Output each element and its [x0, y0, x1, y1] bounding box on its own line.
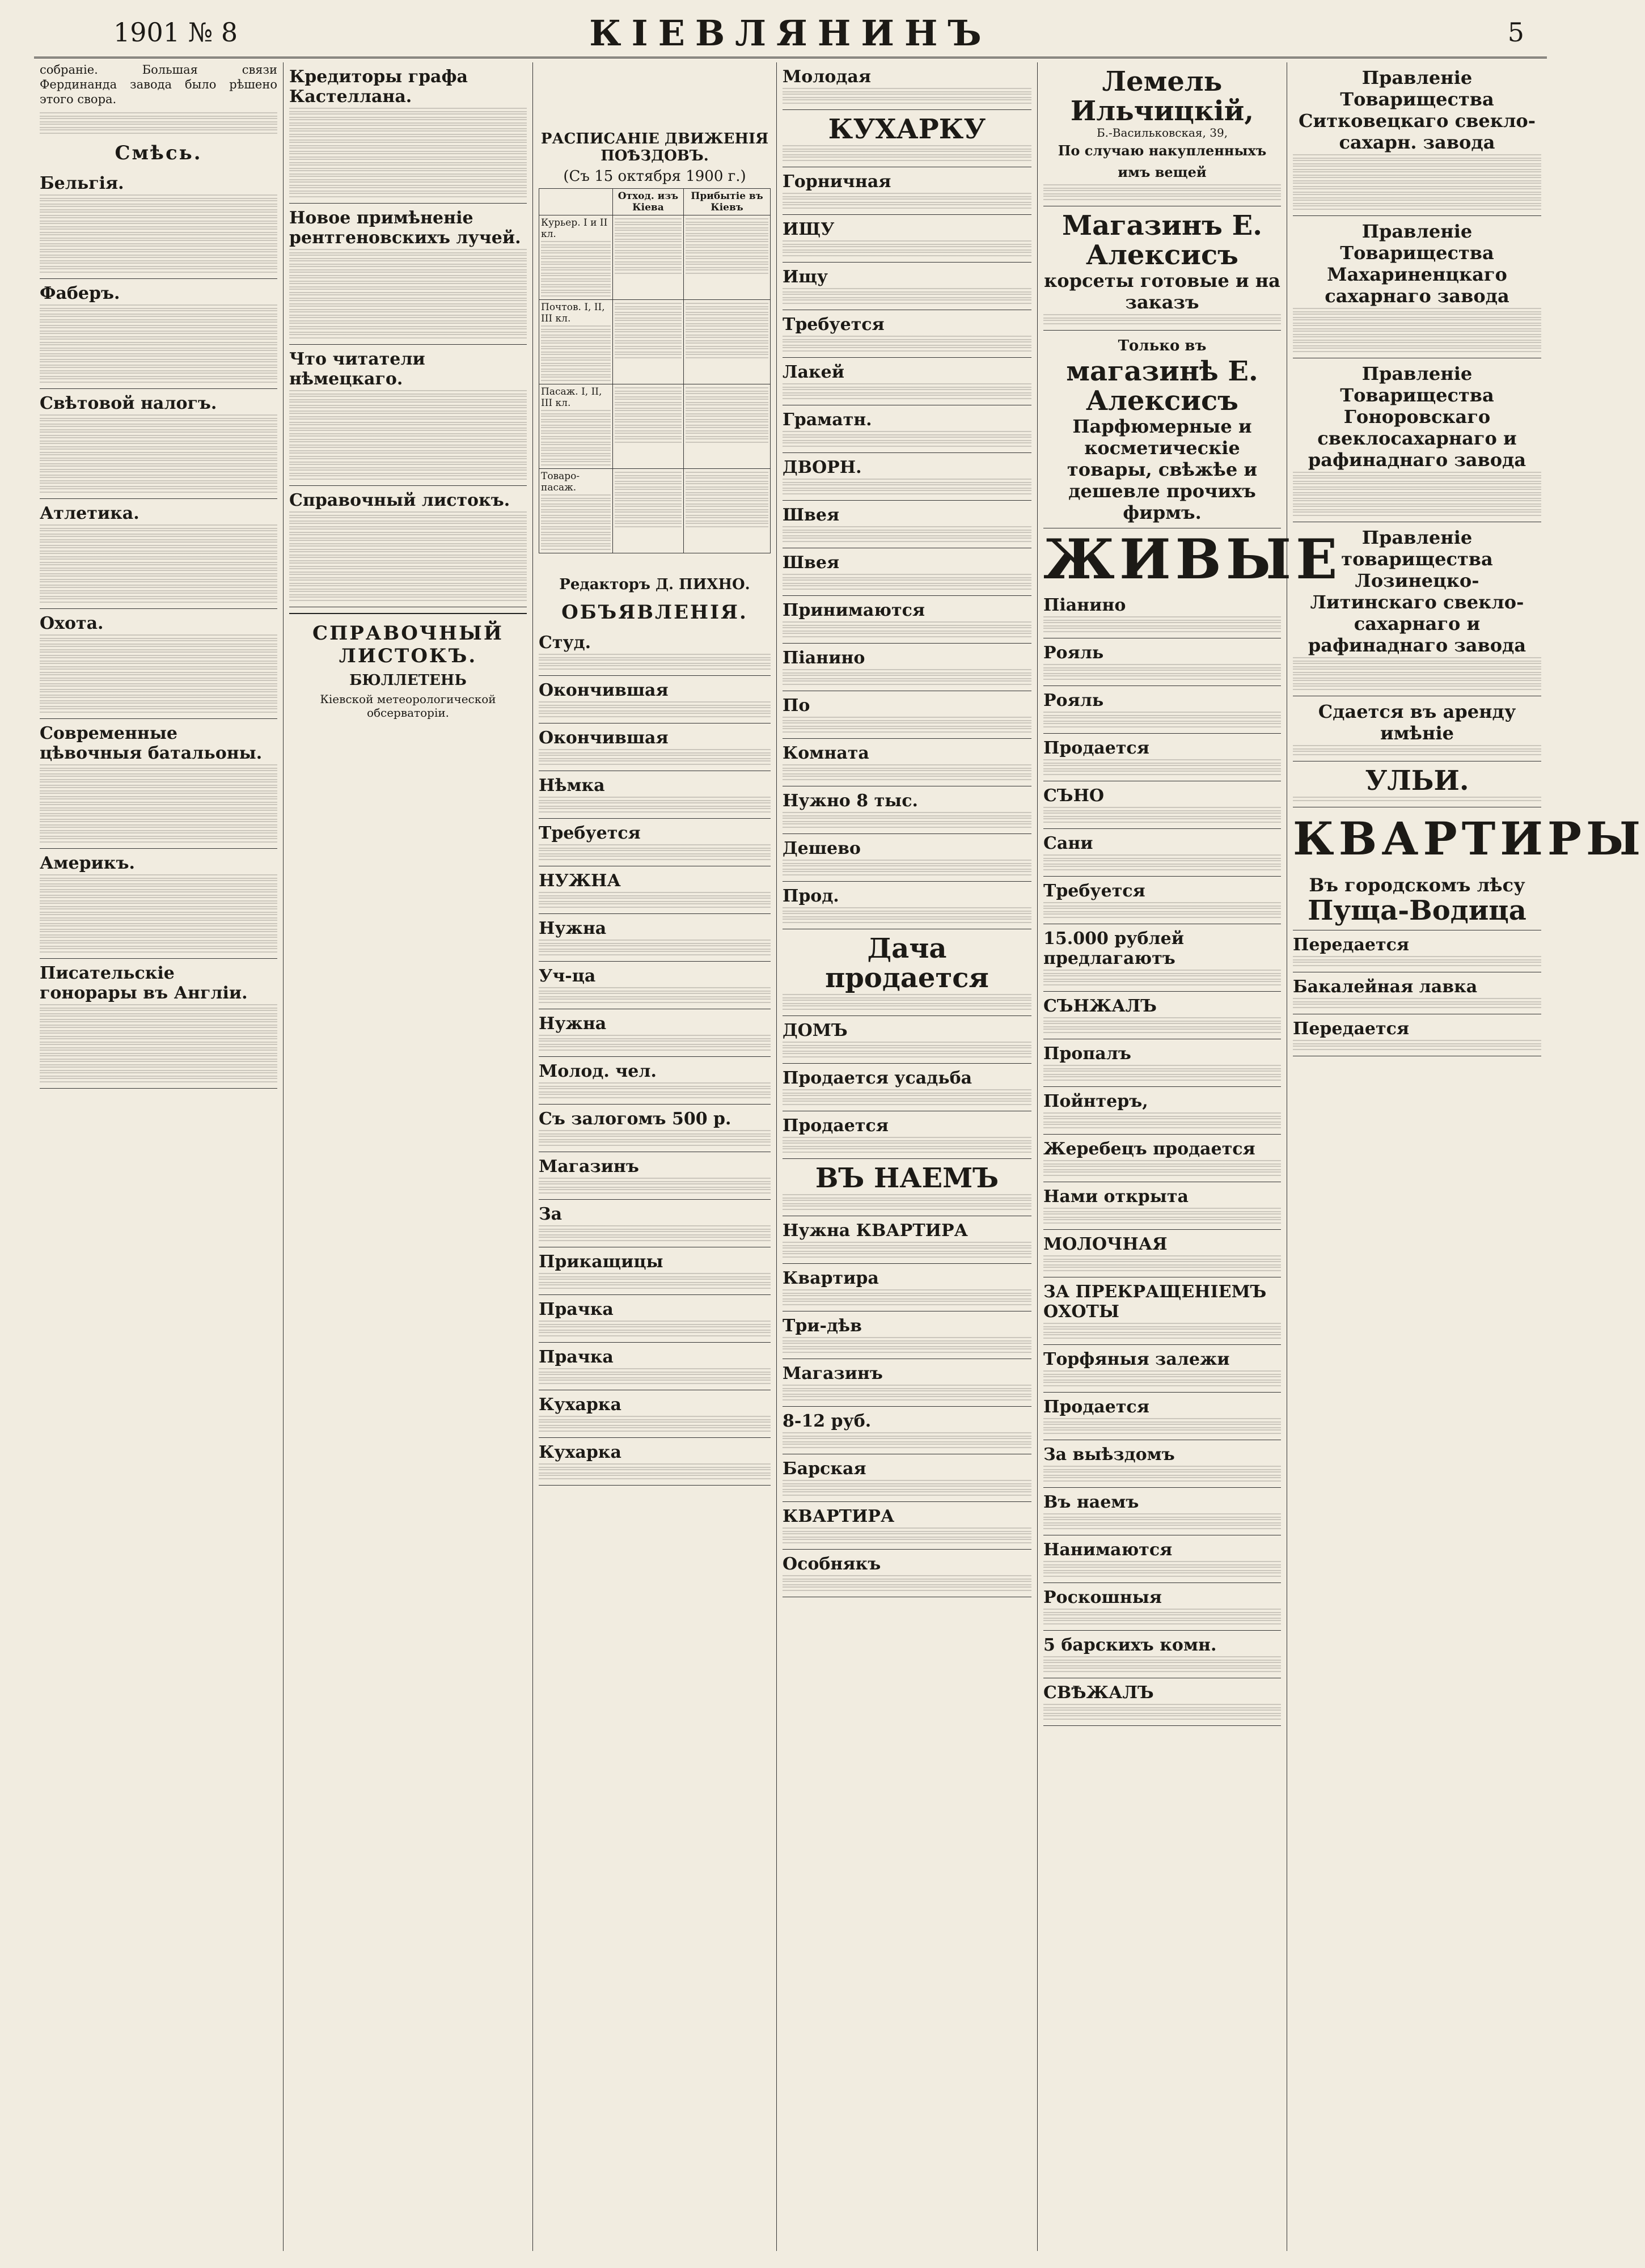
col3-ad-12: [539, 1200, 771, 1247]
col1-item-6: [40, 849, 277, 959]
col5-ad-18: [1043, 1488, 1281, 1535]
notice-lozinets: Правленіе товарищества Лозинецко-Литинскаго свекло-сахарнаго и рафинаднаго завода: [1308, 527, 1526, 656]
col4-ad-19-heading: ДОМЪ: [783, 1021, 848, 1040]
bulletin-title: СПРАВОЧНЫЙ ЛИСТОКЪ.: [312, 622, 504, 667]
timetable-row: [539, 300, 771, 384]
ad-live-flowers: ЖИВЫЕ: [1043, 527, 1342, 591]
col4-ad-22-heading: ВЪ НАЕМЪ: [815, 1162, 999, 1194]
col4-ad-16-heading: Дешево: [783, 839, 861, 858]
timetable-header-0: [539, 189, 613, 215]
col4-ad-9: [783, 501, 1031, 548]
col4-ad-28: [783, 1454, 1031, 1502]
column-3: [533, 62, 777, 2251]
col1-item-5-heading: Современные цѣвочныя батальоны.: [40, 723, 263, 763]
col2-item-0: [289, 62, 527, 204]
col3-ad-17: [539, 1438, 771, 1486]
col5-ad-16: [1043, 1393, 1281, 1440]
timetable-cell: Почтов. I, II, III кл.: [539, 300, 613, 384]
timetable-title: РАСПИСАНІЕ ДВИЖЕНІЯ ПОѢЗДОВЪ.: [540, 130, 769, 164]
col5-ad-18-heading: Въ наемъ: [1043, 1492, 1139, 1512]
col5-ad-13: [1043, 1230, 1281, 1277]
notice-gonorovka: Правленіе Товарищества Гоноровскаго свеклосахарнаго и рафинаднаго завода: [1308, 363, 1526, 471]
col3-ad-11: [539, 1152, 771, 1200]
col5-ad-17: [1043, 1440, 1281, 1488]
col5-ad-21: [1043, 1631, 1281, 1678]
col4-ad-18-heading: Дача продается: [825, 933, 989, 994]
column-4: [777, 62, 1038, 2251]
col6-ad-2-heading: Передается: [1293, 1019, 1410, 1039]
col1-item-5: [40, 719, 277, 849]
col4-ad-24: [783, 1264, 1031, 1311]
col4-ad-7-heading: Граматн.: [783, 410, 872, 430]
col6-ad-1-heading: Бакалейная лавка: [1293, 977, 1478, 997]
col4-ad-14-heading: Комната: [783, 743, 869, 763]
col4-ad-2: [783, 167, 1031, 215]
col3-ad-5: [539, 866, 771, 914]
col5-ad-1: [1043, 638, 1281, 686]
col5-ad-9-heading: Пропалъ: [1043, 1044, 1131, 1064]
col3-ad-13: [539, 1247, 771, 1295]
col4-ad-10-heading: Швея: [783, 553, 840, 573]
col3-ad-5-heading: НУЖНА: [539, 871, 621, 891]
col4-ad-24-heading: Квартира: [783, 1268, 879, 1288]
col3-ad-9-heading: Молод. чел.: [539, 1061, 657, 1081]
column-2: [284, 62, 533, 2251]
col1-item-6-heading: Америкъ.: [40, 853, 135, 873]
col1-item-4: [40, 609, 277, 719]
col3-ad-4: [539, 819, 771, 866]
timetable-cell: Курьер. I и II кл.: [539, 215, 613, 300]
col6-ad-0: [1293, 930, 1541, 972]
col2-item-2-heading: Что читатели нѣмецкаго.: [289, 349, 425, 389]
col4-ad-25: [783, 1311, 1031, 1359]
col4-ad-30-heading: Особнякъ: [783, 1554, 881, 1574]
timetable-cell: [684, 469, 771, 553]
col5-ad-0-heading: Пiанино: [1043, 595, 1126, 615]
timetable-header-2: Прибытіе въ Кіевъ: [684, 189, 771, 215]
col3-ad-3-heading: Нѣмка: [539, 776, 605, 796]
col4-ad-7: [783, 405, 1031, 453]
col4-ad-25-heading: Три-дѣв: [783, 1316, 862, 1336]
col4-ad-0-heading: Молодая: [783, 67, 871, 87]
col4-ad-26-heading: Магазинъ: [783, 1364, 883, 1383]
col4-ad-12: [783, 644, 1031, 691]
col4-ad-15-heading: Нужно 8 тыс.: [783, 791, 918, 811]
col4-ad-8: [783, 453, 1031, 501]
ad-pushcha-voditsa: Пуща-Водица: [1308, 895, 1526, 926]
col5-ad-5: [1043, 829, 1281, 877]
col4-ad-4-heading: Ищу: [783, 267, 828, 287]
col1-item-4-heading: Охота.: [40, 613, 104, 633]
timetable-cell: [612, 469, 683, 553]
ad-ilchitsky-address: Б.-Васильковская, 39,: [1096, 126, 1228, 139]
ad-ilchitsky-name: Лемель Ильчицкiй,: [1070, 66, 1254, 127]
col4-ad-12-heading: Пiанино: [783, 648, 865, 668]
col4-ad-23: [783, 1216, 1031, 1264]
col5-ad-4: [1043, 781, 1281, 829]
col5-ad-21-heading: 5 барскихъ комн.: [1043, 1635, 1217, 1655]
col4-ad-22: [783, 1159, 1031, 1216]
col4-ad-26: [783, 1359, 1031, 1407]
col5-ad-6: [1043, 877, 1281, 924]
col4-ad-3-heading: ИЩУ: [783, 219, 835, 239]
issue-date: 1901 № 8: [113, 17, 238, 48]
col3-ad-15: [539, 1343, 771, 1390]
col6-ad-2: [1293, 1014, 1541, 1056]
ads-heading: ОБЪЯВЛЕНІЯ.: [561, 601, 748, 624]
ad-forest-lead: Въ городскомъ лѣсу: [1309, 874, 1525, 896]
col5-ad-8: [1043, 992, 1281, 1039]
timetable-cell: Товаро-пасаж.: [539, 469, 613, 553]
col5-ad-10: [1043, 1087, 1281, 1135]
bulletin-source: Кіевской метеорологической обсерваторіи.: [320, 692, 496, 720]
col3-ad-4-heading: Требуется: [539, 823, 641, 843]
col3-ad-2-heading: Окончившая: [539, 728, 669, 748]
col5-ad-19: [1043, 1535, 1281, 1583]
col3-ad-13-heading: Прикащицы: [539, 1252, 663, 1272]
masthead: [34, 11, 1547, 58]
col4-ad-17-heading: Прод.: [783, 886, 839, 906]
col4-ad-16: [783, 834, 1031, 882]
column-6: [1287, 62, 1645, 2251]
ad-alexis-1-name: Магазинъ Е. Алексисъ: [1062, 210, 1262, 271]
col3-ad-14: [539, 1295, 771, 1343]
col3-ad-15-heading: Прачка: [539, 1347, 614, 1367]
col1-item-1: [40, 279, 277, 389]
col5-ad-14: [1043, 1277, 1281, 1345]
col5-ad-1-heading: Рояль: [1043, 643, 1104, 663]
col3-ad-16-heading: Кухарка: [539, 1395, 621, 1415]
col1-item-2: [40, 389, 277, 499]
col3-ad-12-heading: За: [539, 1204, 563, 1224]
ad-alexis-2-name: магазинѣ Е. Алексисъ: [1066, 356, 1258, 417]
col1-item-1-heading: Фаберъ.: [40, 284, 120, 303]
col6-ad-0-heading: Передается: [1293, 935, 1410, 955]
timetable-header-1: Отход. изъ Кіева: [612, 189, 683, 215]
col4-ad-5: [783, 310, 1031, 358]
ad-alexis-1: [1043, 206, 1281, 331]
col4-ad-6-heading: Лакей: [783, 362, 844, 382]
editor-line: Редакторъ Д. ПИХНО.: [559, 576, 750, 593]
col5-ad-11: [1043, 1135, 1281, 1182]
col4-ad-28-heading: Барская: [783, 1459, 866, 1479]
col5-ad-9: [1043, 1039, 1281, 1087]
col5-ad-22: [1043, 1678, 1281, 1726]
col5-ad-15: [1043, 1345, 1281, 1393]
col5-ad-14-heading: ЗА ПРЕКРАЩЕНІЕМЪ ОХОТЫ: [1043, 1282, 1267, 1322]
ad-estate-lease: Сдается въ аренду имѣніе: [1318, 701, 1516, 744]
col4-ad-17: [783, 882, 1031, 929]
col4-ad-5-heading: Требуется: [783, 315, 885, 335]
col1-item-2-heading: Свѣтовой налогъ.: [40, 393, 217, 413]
col4-ad-2-heading: Горничная: [783, 172, 891, 192]
col1-item-7-heading: Писательскіе гонорары въ Англіи.: [40, 963, 248, 1003]
col6-ad-1: [1293, 972, 1541, 1014]
col5-ad-19-heading: Нанимаются: [1043, 1540, 1173, 1560]
col3-ad-1: [539, 676, 771, 723]
col4-ad-20: [783, 1064, 1031, 1111]
timetable-cell: [612, 300, 683, 384]
col4-ad-15: [783, 786, 1031, 834]
ad-apartments: КВАРТИРЫ: [1293, 812, 1645, 865]
timetable-cell: [684, 300, 771, 384]
col4-ad-11-heading: Принимаются: [783, 600, 925, 620]
intro-text: собраніе. Большая связи Фердинанда завода было рѣшено этого свора.: [40, 63, 277, 106]
col4-ad-27-heading: 8-12 руб.: [783, 1411, 872, 1431]
col4-ad-13-heading: По: [783, 696, 810, 716]
col5-ad-5-heading: Сани: [1043, 833, 1093, 853]
col5-ad-3-heading: Продается: [1043, 738, 1149, 758]
col2-item-1: [289, 204, 527, 345]
ad-beehives: УЛЬИ.: [1365, 765, 1469, 797]
col5-ad-0: [1043, 591, 1281, 638]
col3-ad-10-heading: Съ залогомъ 500 р.: [539, 1109, 731, 1129]
col4-ad-9-heading: Швея: [783, 505, 840, 525]
timetable-cell: [684, 384, 771, 469]
col3-ad-17-heading: Кухарка: [539, 1442, 621, 1462]
col3-ad-2: [539, 723, 771, 771]
col4-ad-23-heading: Нужна КВАРТИРА: [783, 1221, 968, 1241]
col3-ad-0: [539, 628, 771, 676]
col5-ad-2-heading: Рояль: [1043, 691, 1104, 710]
col4-ad-19: [783, 1016, 1031, 1064]
col4-ad-13: [783, 691, 1031, 739]
col4-ad-10: [783, 548, 1031, 596]
col4-ad-3: [783, 215, 1031, 263]
col3-ad-10: [539, 1105, 771, 1152]
col3-ad-7-heading: Уч-ца: [539, 966, 596, 986]
col3-ad-8-heading: Нужна: [539, 1014, 607, 1034]
col5-ad-22-heading: СВѢЖАЛЪ: [1043, 1683, 1154, 1703]
col4-ad-30: [783, 1550, 1031, 1597]
train-timetable: [539, 188, 771, 553]
col5-ad-10-heading: Пойнтеръ,: [1043, 1091, 1148, 1111]
col4-ad-18: [783, 929, 1031, 1016]
ad-ilchitsky: [1043, 62, 1281, 206]
column-5: [1038, 62, 1342, 2251]
col4-ad-0: [783, 62, 1031, 110]
col5-ad-15-heading: Торфяныя залежи: [1043, 1349, 1230, 1369]
col2-item-1-heading: Новое примѣненіе рентгеновскихъ лучей.: [289, 208, 521, 248]
timetable-row: [539, 215, 771, 300]
col5-ad-4-heading: СЪНО: [1043, 786, 1105, 806]
newspaper-title: КІЕВЛЯНИНЪ: [589, 12, 992, 54]
col5-ad-16-heading: Продается: [1043, 1397, 1149, 1417]
col5-ad-6-heading: Требуется: [1043, 881, 1145, 901]
col3-ad-6: [539, 914, 771, 962]
col4-ad-1: [783, 110, 1031, 167]
col5-ad-20-heading: Роскошныя: [1043, 1588, 1162, 1607]
col4-ad-14: [783, 739, 1031, 786]
col3-ad-9: [539, 1057, 771, 1105]
col2-item-0-heading: Кредиторы графа Кастеллана.: [289, 67, 468, 107]
col4-ad-4: [783, 263, 1031, 310]
col5-ad-12: [1043, 1182, 1281, 1230]
col3-ad-11-heading: Магазинъ: [539, 1157, 639, 1177]
timetable-cell: Пасаж. I, II, III кл.: [539, 384, 613, 469]
col1-item-3-heading: Атлетика.: [40, 503, 139, 523]
col2-item-2: [289, 345, 527, 486]
col3-ad-6-heading: Нужна: [539, 919, 607, 938]
ad-alexis-2-text: Парфюмерные и косметическіе товары, свѣжѣе и дешевле прочихъ фирмъ.: [1067, 416, 1258, 523]
col5-ad-11-heading: Жеребецъ продается: [1043, 1139, 1255, 1159]
ad-ilchitsky-sub: По случаю накупленныхъ имъ вещей: [1058, 142, 1267, 180]
col5-ad-8-heading: СЪНЖАЛЪ: [1043, 996, 1157, 1016]
timetable-row: [539, 469, 771, 553]
notice-sitkovets: Правленіе Товарищества Ситковецкаго свекло-сахарн. завода: [1298, 67, 1536, 153]
col5-ad-12-heading: Нами открыта: [1043, 1187, 1189, 1207]
col5-ad-20: [1043, 1583, 1281, 1631]
ad-alexis-2-lead: Только въ: [1118, 337, 1207, 354]
col5-ad-3: [1043, 734, 1281, 781]
col5-ad-7: [1043, 924, 1281, 992]
col4-ad-21-heading: Продается: [783, 1116, 889, 1136]
col3-ad-8: [539, 1009, 771, 1057]
col2-item-3: [289, 486, 527, 607]
col3-ad-16: [539, 1390, 771, 1438]
col3-ad-0-heading: Студ.: [539, 633, 591, 653]
ad-alexis-1-text: корсеты готовые и на заказъ: [1044, 270, 1280, 313]
col4-ad-8-heading: ДВОРН.: [783, 458, 862, 477]
column-1: [34, 62, 284, 2251]
col2-item-3-heading: Справочный листокъ.: [289, 490, 510, 510]
col4-ad-20-heading: Продается усадьба: [783, 1068, 972, 1088]
col5-ad-13-heading: МОЛОЧНАЯ: [1043, 1234, 1168, 1254]
notice-makharintsy: Правленіе Товарищества Махариненцкаго сахарнаго завода: [1325, 221, 1509, 307]
col3-ad-1-heading: Окончившая: [539, 680, 669, 700]
col4-ad-21: [783, 1111, 1031, 1159]
timetable-row: [539, 384, 771, 469]
timetable-cell: [612, 215, 683, 300]
ad-alexis-2: [1043, 331, 1281, 528]
timetable-cell: [612, 384, 683, 469]
col4-ad-27: [783, 1407, 1031, 1454]
col4-ad-29-heading: КВАРТИРА: [783, 1507, 895, 1526]
col4-ad-1-heading: КУХАРКУ: [828, 113, 986, 145]
col3-ad-3: [539, 771, 771, 819]
bulletin-subtitle: БЮЛЛЕТЕНЬ: [349, 672, 467, 689]
col5-ad-17-heading: За выѣздомъ: [1043, 1445, 1175, 1465]
timetable-cell: [684, 215, 771, 300]
col1-item-0-heading: Бельгія.: [40, 174, 124, 193]
col4-ad-6: [783, 358, 1031, 405]
page-number: 5: [1507, 17, 1524, 48]
col4-ad-29: [783, 1502, 1031, 1550]
section-heading-misc: Смѣсь.: [115, 142, 202, 164]
col4-ad-11: [783, 596, 1031, 644]
col1-item-0: [40, 169, 277, 279]
timetable-subtitle: (Съ 15 октября 1900 г.): [563, 168, 746, 185]
col5-ad-2: [1043, 686, 1281, 734]
col3-ad-14-heading: Прачка: [539, 1300, 614, 1319]
col1-item-7: [40, 959, 277, 1089]
col1-item-3: [40, 499, 277, 609]
col5-ad-7-heading: 15.000 рублей предлагаютъ: [1043, 929, 1184, 968]
col3-ad-7: [539, 962, 771, 1009]
